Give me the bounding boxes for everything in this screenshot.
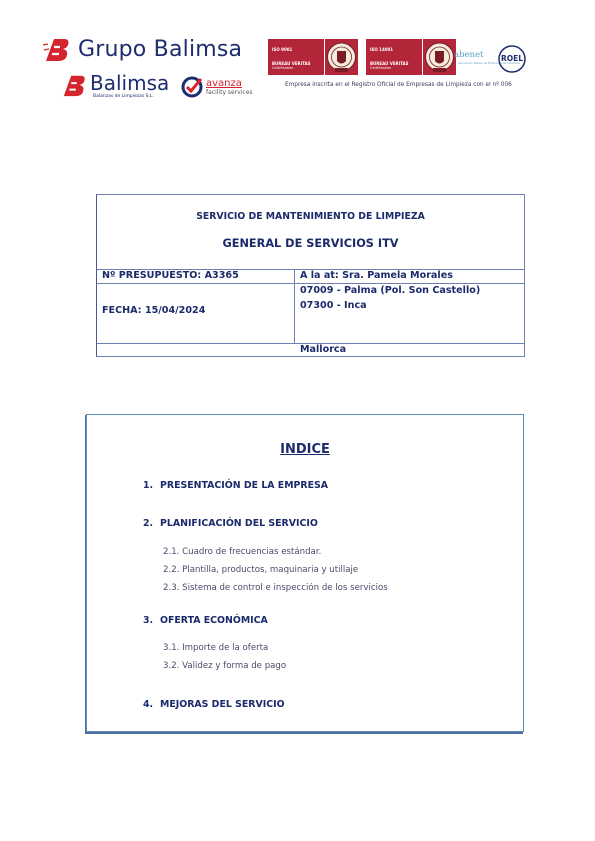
address-line-1: 07009 - Palma (Pol. Son Castello) <box>300 285 481 296</box>
index-subsection[interactable]: 3.2. Validez y forma de pago <box>163 661 287 671</box>
index-section[interactable] <box>143 480 328 491</box>
section-number: 1. <box>143 480 154 491</box>
quote-number: Nº PRESUPUESTO: A3365 <box>102 270 239 281</box>
abenet-text: abenet <box>454 50 484 60</box>
cert-iso9001-sub: Certification <box>272 66 294 70</box>
divider <box>97 283 524 284</box>
section-label: PLANIFICACIÓN DEL SERVICIO <box>160 518 318 529</box>
cert-iso14001-body: BUREAU VERITAS <box>370 61 409 66</box>
cert-iso14001-sub: Certification <box>370 66 392 70</box>
iso14001-certificate <box>366 39 456 75</box>
service-title: SERVICIO DE MANTENIMIENTO DE LIMPIEZA <box>196 211 425 222</box>
registry-note: Empresa inscrita en el Registro Oficial de Empresas de Limpieza con el nº 006 <box>285 82 512 88</box>
island: Mallorca <box>300 344 347 355</box>
index-subsection[interactable]: 2.3. Sistema de control e inspección de los servicios <box>163 583 388 593</box>
section-number: 4. <box>143 699 154 710</box>
quote-date: FECHA: 15/04/2024 <box>102 305 206 316</box>
index-section[interactable] <box>143 518 318 529</box>
section-number: 3. <box>143 615 154 626</box>
brand-sub-tagline: Balanzas de Limpiezas S.L. <box>93 94 154 99</box>
balimsa-b-icon <box>42 35 72 63</box>
balimsa-logo <box>60 72 169 99</box>
avanza-check-icon <box>181 76 203 98</box>
partner-tagline: facility services <box>206 88 253 96</box>
index-section[interactable] <box>143 615 268 626</box>
section-label: MEJORAS DEL SERVICIO <box>160 699 285 710</box>
section-label: OFERTA ECONÓMICA <box>160 615 268 626</box>
client-name: GENERAL DE SERVICIOS ITV <box>222 237 399 250</box>
cert-iso9001-body: BUREAU VERITAS <box>272 61 311 66</box>
brand-sub-text: Balimsa <box>90 71 170 95</box>
roel-logo <box>495 44 529 74</box>
index-subsection[interactable]: 2.2. Plantilla, productos, maquinaria y utillaje <box>163 565 359 575</box>
grupo-balimsa-logo <box>42 35 242 63</box>
divider <box>294 269 295 343</box>
section-label: PRESENTACIÓN DE LA EMPRESA <box>160 480 329 491</box>
index-section[interactable] <box>143 699 285 710</box>
attention-contact: A la at: Sra. Pamela Morales <box>300 270 453 281</box>
balimsa-b-small-icon <box>60 72 88 98</box>
section-number: 2. <box>143 518 154 529</box>
cert-iso14001-top: ISO 14001 <box>370 47 394 52</box>
index-box <box>86 414 524 732</box>
index-title: INDICE <box>280 442 330 457</box>
bureau-veritas-seal-icon <box>423 39 456 75</box>
iso9001-certificate <box>268 39 358 75</box>
cert-iso9001-top: ISO 9001 <box>272 47 293 52</box>
roel-text: ROEL <box>500 54 524 63</box>
quote-info-box <box>96 194 525 357</box>
index-subsection[interactable]: 2.1. Cuadro de frecuencias estándar. <box>163 547 322 557</box>
abenet-subtext: Asociación Balear de Empresas de Limpieza <box>458 61 520 65</box>
index-subsection[interactable]: 3.1. Importe de la oferta <box>163 643 269 653</box>
address-line-2: 07300 - Inca <box>300 300 367 311</box>
brand-main-text: Grupo Balimsa <box>78 36 243 62</box>
avanza-logo <box>181 76 253 98</box>
bureau-veritas-seal-icon <box>325 39 358 75</box>
partner-name: avanza <box>206 77 242 89</box>
